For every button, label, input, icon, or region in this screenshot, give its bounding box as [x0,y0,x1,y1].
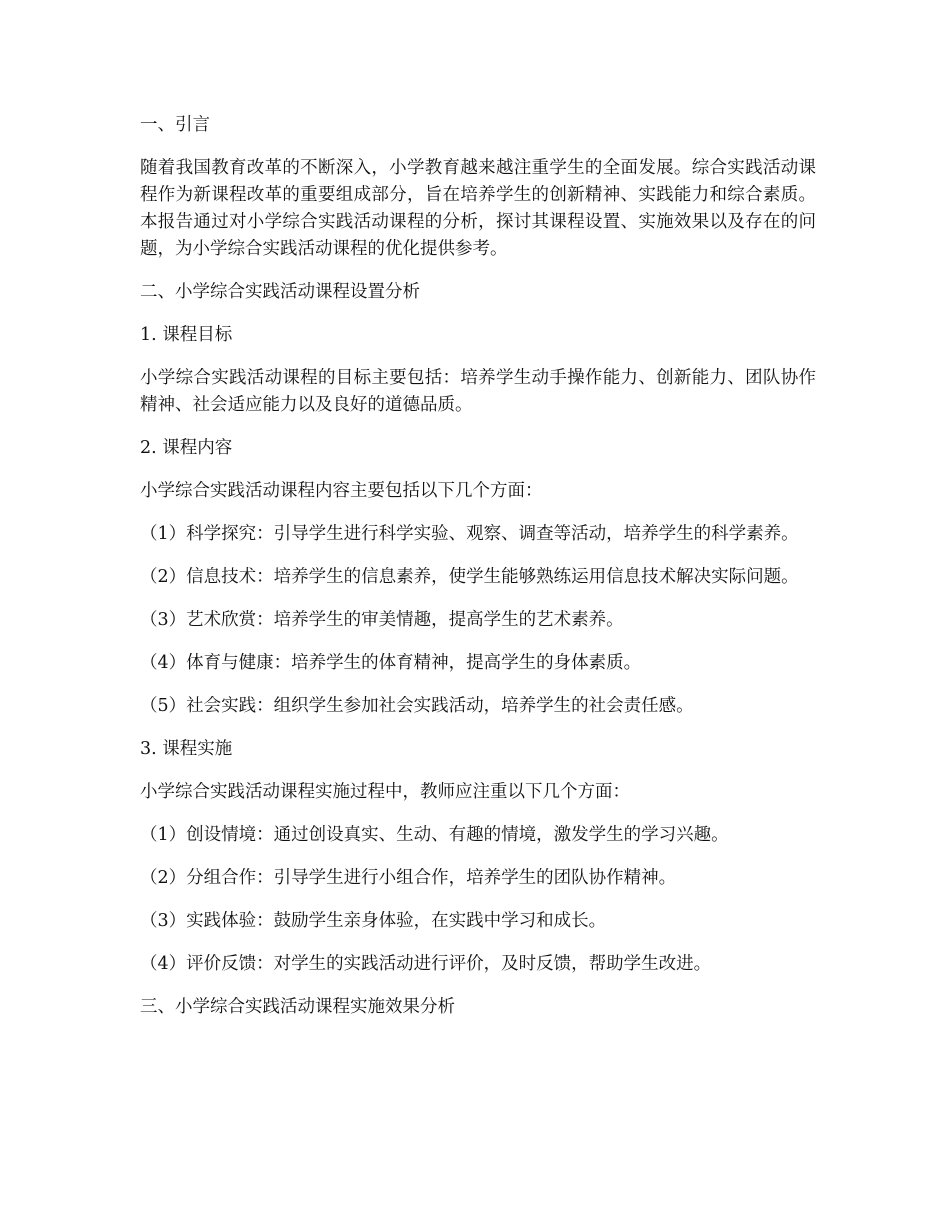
paragraph-introduction: 随着我国教育改革的不断深入，小学教育越来越注重学生的全面发展。综合实践活动课程作为新课程改革的重要组成部分，旨在培养学生的创新精神、实践能力和综合素质。本报告通过对小学综合实践活动课程的分析，探讨其课程设置、实施效果以及存在的问题，为小学综合实践活动课程的优化提供参考。 [140,158,816,259]
subheading-course-content: 2. 课程内容 [140,438,233,458]
list-item-science: （1）科学探究：引导学生进行科学实验、观察、调查等活动，培养学生的科学素养。 [140,524,799,544]
list-item-practice: （3）实践体验：鼓励学生亲身体验，在实践中学习和成长。 [140,911,607,931]
list-item-it: （2）信息技术：培养学生的信息素养，使学生能够熟练运用信息技术解决实际问题。 [140,567,799,587]
section-heading-effect-analysis: 三、小学综合实践活动课程实施效果分析 [140,997,455,1017]
subheading-course-goals: 1. 课程目标 [140,325,233,345]
list-item-situation: （1）创设情境：通过创设真实、生动、有趣的情境，激发学生的学习兴趣。 [140,825,729,845]
section-heading-introduction: 一、引言 [140,115,210,135]
list-item-art: （3）艺术欣赏：培养学生的审美情趣，提高学生的艺术素养。 [140,610,624,630]
list-item-pe: （4）体育与健康：培养学生的体育精神，提高学生的身体素质。 [140,653,642,673]
section-heading-course-setup: 二、小学综合实践活动课程设置分析 [140,282,420,302]
document-body [140,112,816,1037]
list-item-group-work: （2）分组合作：引导学生进行小组合作，培养学生的团队协作精神。 [140,868,677,888]
subheading-course-implementation: 3. 课程实施 [140,739,233,759]
paragraph-implementation-intro: 小学综合实践活动课程实施过程中，教师应注重以下几个方面： [140,782,630,802]
list-item-social-practice: （5）社会实践：组织学生参加社会实践活动，培养学生的社会责任感。 [140,696,694,716]
paragraph-course-content-intro: 小学综合实践活动课程内容主要包括以下几个方面： [140,481,543,501]
paragraph-course-goals: 小学综合实践活动课程的目标主要包括：培养学生动手操作能力、创新能力、团队协作精神、社会适应能力以及良好的道德品质。 [140,368,816,415]
list-item-evaluation: （4）评价反馈：对学生的实践活动进行评价，及时反馈，帮助学生改进。 [140,954,712,974]
